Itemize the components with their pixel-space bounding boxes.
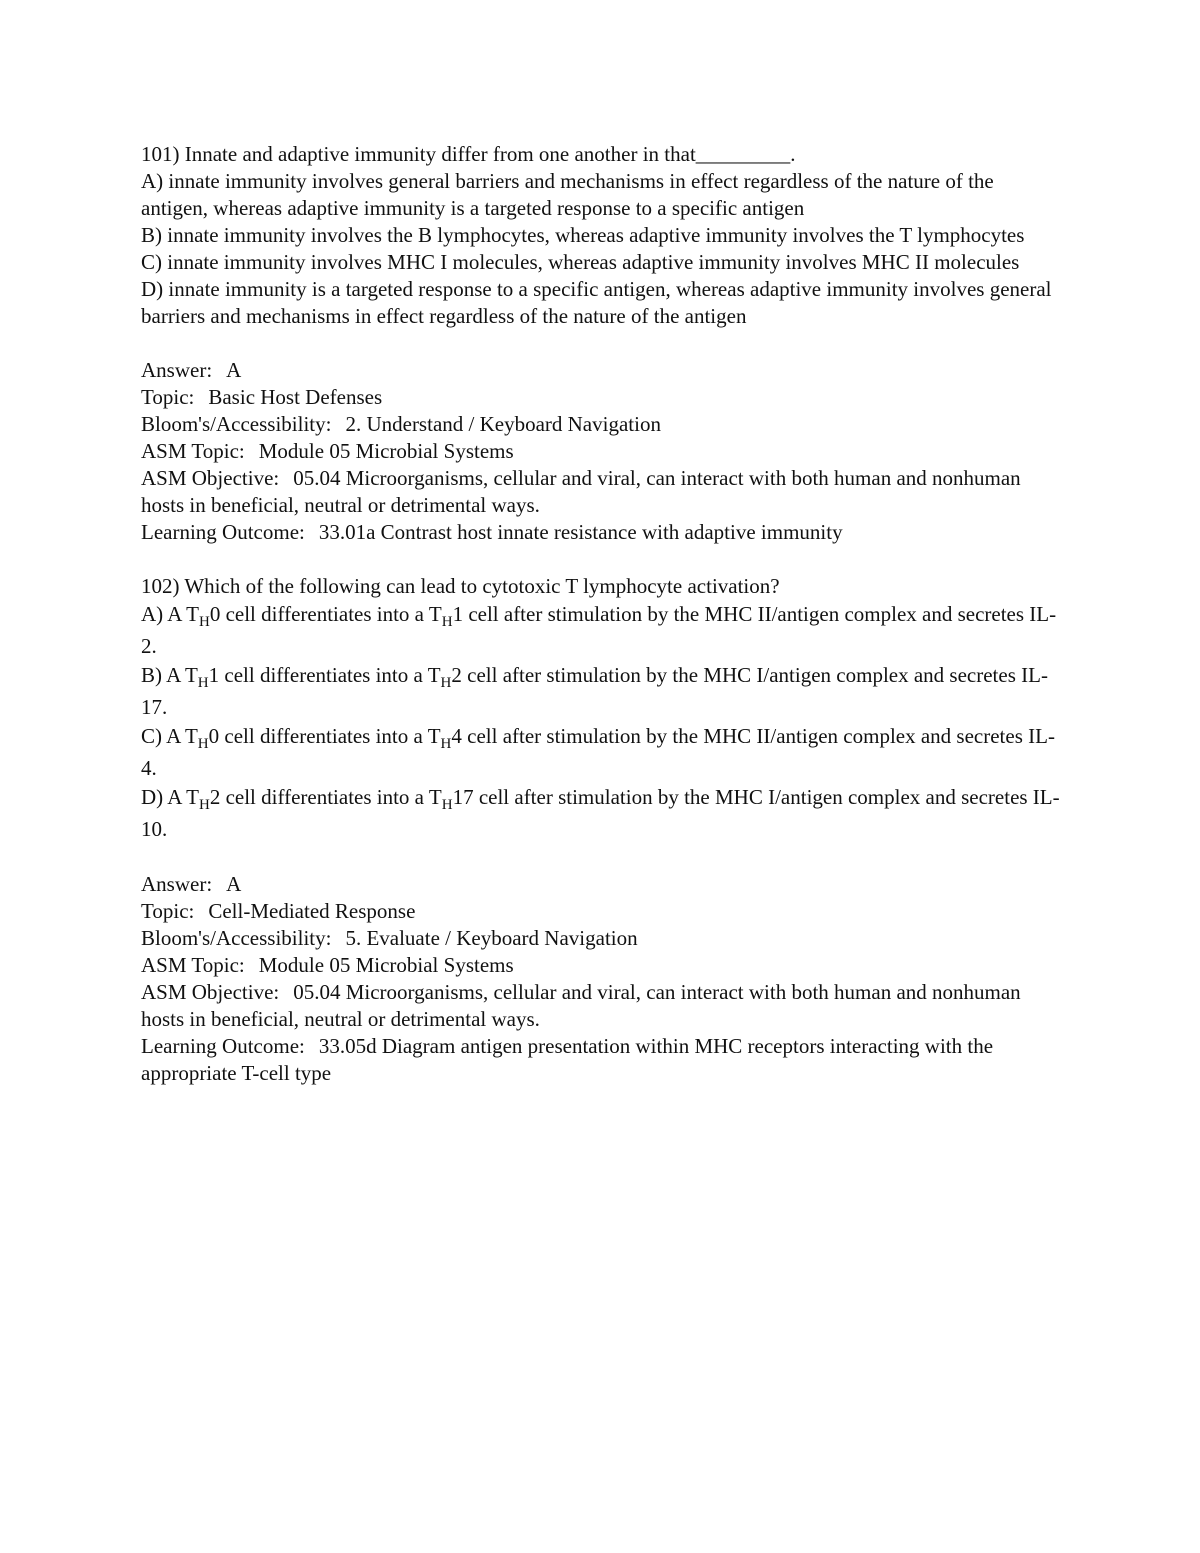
answer-label: Answer: bbox=[141, 872, 213, 896]
asm-objective-label: ASM Objective: bbox=[141, 466, 280, 490]
asm-topic-label: ASM Topic: bbox=[141, 439, 245, 463]
blooms-value: 5. Evaluate / Keyboard Navigation bbox=[345, 926, 638, 950]
spacer bbox=[141, 844, 1066, 871]
question-101 bbox=[141, 141, 1066, 330]
topic-line bbox=[141, 898, 1066, 925]
blooms-label: Bloom's/Accessibility: bbox=[141, 926, 332, 950]
spacer bbox=[141, 546, 1066, 573]
question-stem: 102) Which of the following can lead to cytotoxic T lymphocyte activation? bbox=[141, 574, 780, 598]
blooms-line bbox=[141, 411, 1066, 438]
question-stem: 101) Innate and adaptive immunity differ from one another in that_________. bbox=[141, 142, 796, 166]
option-d: D) A $T_H2$ cell differentiates into a $T_H17$ cell after stimulation by the MHC I/antigen complex and secretes IL-10. bbox=[141, 785, 1060, 841]
asm-objective-label: ASM Objective: bbox=[141, 980, 280, 1004]
asm-objective-value: 05.04 Microorganisms, cellular and viral, can interact with both human and nonhuman hosts in beneficial, neutral or detrimental ways. bbox=[141, 980, 1021, 1031]
asm-objective-line bbox=[141, 979, 1066, 1033]
topic-value: Cell-Mediated Response bbox=[208, 899, 416, 923]
learning-outcome-label: Learning Outcome: bbox=[141, 520, 305, 544]
learning-outcome-label: Learning Outcome: bbox=[141, 1034, 305, 1058]
asm-topic-value: Module 05 Microbial Systems bbox=[258, 439, 514, 463]
asm-objective-line bbox=[141, 465, 1066, 519]
option-b: B) A $T_H1$ cell differentiates into a $T_H2$ cell after stimulation by the MHC I/antigen complex and secretes IL-17. bbox=[141, 663, 1048, 719]
question-102-metadata bbox=[141, 871, 1066, 1087]
answer-value: A bbox=[226, 358, 242, 382]
answer-label: Answer: bbox=[141, 358, 213, 382]
option-d: D) innate immunity is a targeted response to a specific antigen, whereas adaptive immunity involves general barriers and mechanisms in effect regardless of the nature of the antigen bbox=[141, 277, 1052, 328]
topic-label: Topic: bbox=[141, 899, 195, 923]
topic-label: Topic: bbox=[141, 385, 195, 409]
option-a: A) innate immunity involves general barriers and mechanisms in effect regardless of the nature of the antigen, whereas adaptive immunity is a targeted response to a specific antigen bbox=[141, 169, 994, 220]
learning-outcome-line bbox=[141, 1033, 1066, 1087]
answer-line bbox=[141, 357, 1066, 384]
blooms-label: Bloom's/Accessibility: bbox=[141, 412, 332, 436]
learning-outcome-line bbox=[141, 519, 1066, 546]
asm-topic-line bbox=[141, 438, 1066, 465]
asm-objective-value: 05.04 Microorganisms, cellular and viral, can interact with both human and nonhuman hosts in beneficial, neutral or detrimental ways. bbox=[141, 466, 1021, 517]
asm-topic-value: Module 05 Microbial Systems bbox=[258, 953, 514, 977]
asm-topic-label: ASM Topic: bbox=[141, 953, 245, 977]
blooms-line bbox=[141, 925, 1066, 952]
question-101-metadata bbox=[141, 357, 1066, 546]
learning-outcome-value: 33.05d Diagram antigen presentation within MHC receptors interacting with the appropriate T-cell type bbox=[141, 1034, 994, 1085]
document-page bbox=[141, 141, 1066, 1087]
asm-topic-line bbox=[141, 952, 1066, 979]
question-102 bbox=[141, 573, 1066, 844]
answer-value: A bbox=[226, 872, 242, 896]
option-c: C) innate immunity involves MHC I molecules, whereas adaptive immunity involves MHC II molecules bbox=[141, 250, 1020, 274]
option-c: C) A $T_H0$ cell differentiates into a $T_H4$ cell after stimulation by the MHC II/antigen complex and secretes IL-4. bbox=[141, 724, 1055, 780]
topic-value: Basic Host Defenses bbox=[208, 385, 383, 409]
option-b: B) innate immunity involves the B lymphocytes, whereas adaptive immunity involves the T lymphocytes bbox=[141, 223, 1025, 247]
answer-line bbox=[141, 871, 1066, 898]
option-a: A) A $T_H0$ cell differentiates into a $T_H1$ cell after stimulation by the MHC II/antigen complex and secretes IL-2. bbox=[141, 602, 1057, 658]
spacer bbox=[141, 330, 1066, 357]
learning-outcome-value: 33.01a Contrast host innate resistance with adaptive immunity bbox=[318, 520, 843, 544]
topic-line bbox=[141, 384, 1066, 411]
blooms-value: 2. Understand / Keyboard Navigation bbox=[345, 412, 661, 436]
